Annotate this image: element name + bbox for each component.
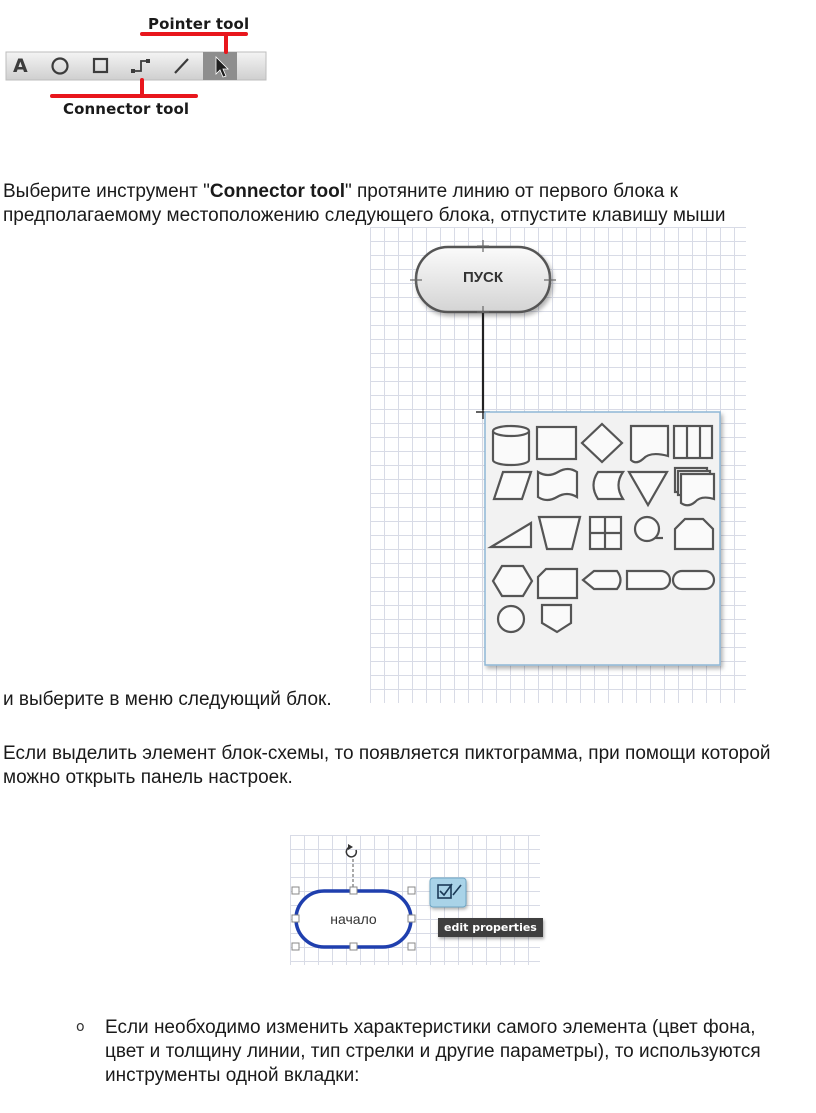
start-block-label: ПУСК bbox=[462, 269, 504, 286]
toolbar-figure bbox=[0, 0, 280, 125]
rectangle-shape-icon bbox=[537, 427, 576, 459]
circle-shape-icon bbox=[498, 606, 524, 632]
hexagon-shape-icon bbox=[493, 566, 532, 596]
bullet-marker: o bbox=[76, 1019, 85, 1035]
database-shape-icon bbox=[493, 426, 529, 465]
connector-tool-label: Connector tool bbox=[63, 100, 190, 118]
flowchart-figure bbox=[370, 227, 746, 703]
rotate-icon bbox=[346, 847, 356, 857]
card-shape-icon bbox=[538, 569, 577, 598]
edit-properties-figure bbox=[290, 835, 540, 965]
display-shape-icon bbox=[675, 519, 713, 549]
edit-block-label: начало bbox=[330, 911, 377, 927]
bullet-paragraph: Если необходимо изменить характеристики самого элемента (цвет фона, цвет и толщину линии, тип стрелки и другие параметры), то используются инструменты одной вкладки: bbox=[105, 1017, 761, 1086]
instruction-paragraph-3: Если выделить элемент блок-схемы, то появляется пиктограмма, при помощи которой можно открыть панель настроек. bbox=[3, 743, 771, 788]
para1-before: Выберите инструмент " bbox=[3, 181, 210, 202]
instruction-paragraph-1 bbox=[3, 180, 808, 228]
internal-storage-shape-icon bbox=[590, 517, 621, 549]
tape-shape-icon bbox=[538, 469, 577, 500]
trapezoid-shape-icon bbox=[539, 517, 580, 549]
pointer-tool-label: Pointer tool bbox=[148, 15, 250, 33]
text-tool-icon: A bbox=[13, 55, 28, 77]
table-shape-icon bbox=[674, 426, 712, 458]
para1-bold-tool-name: Connector tool bbox=[209, 181, 345, 202]
para1-after: " протяните линию от первого блока к предполагаемому местоположению следующего блока, отпустите клавишу мыши bbox=[3, 181, 726, 226]
edit-properties-tooltip: edit properties bbox=[438, 918, 543, 937]
edit-properties-button bbox=[430, 878, 466, 907]
terminator-shape-icon bbox=[627, 571, 670, 589]
instruction-paragraph-2: и выберите в меню следующий блок. bbox=[3, 689, 332, 710]
stored-data-shape-icon bbox=[594, 472, 624, 499]
rounded-rect-shape-icon bbox=[673, 571, 714, 589]
